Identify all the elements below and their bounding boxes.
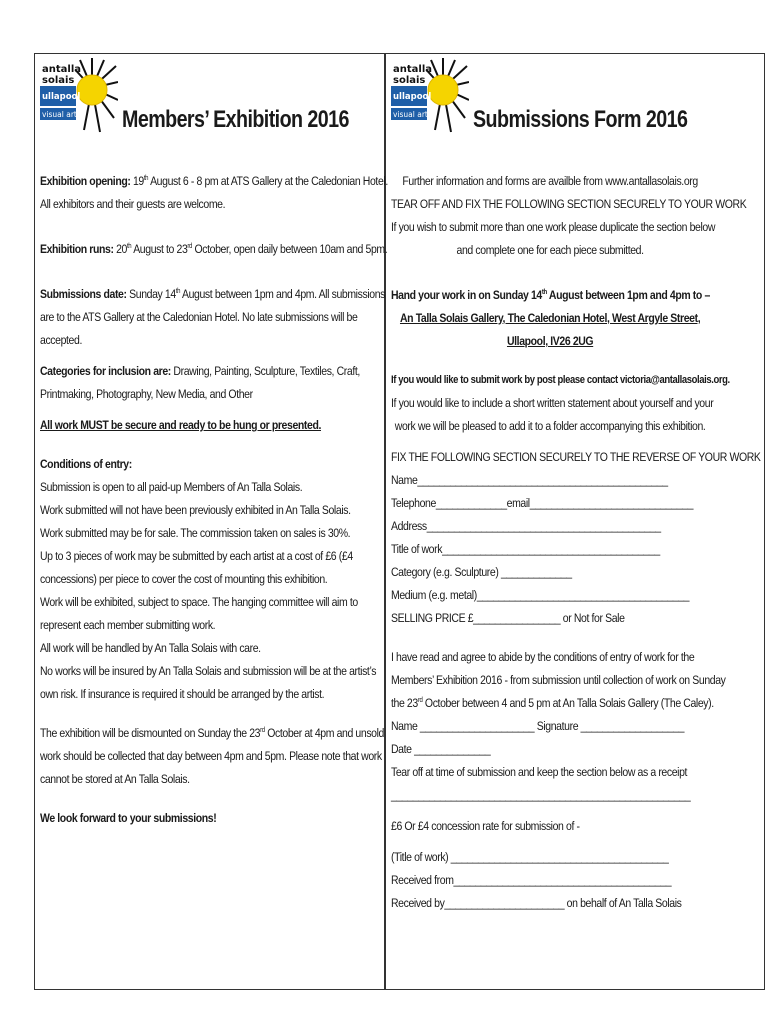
info-line: Further information and forms are availble from www.antallasolais.org <box>402 174 698 188</box>
categories-line2: Printmaking, Photography, New Media, and Other <box>40 387 253 401</box>
must-be-secure-note: All work MUST be secure and ready to be hung or presented. <box>40 418 321 432</box>
submissions-date-line3: accepted. <box>40 333 82 347</box>
gallery-address-line2: Ullapool, IV26 2UG <box>506 334 594 348</box>
condition-line: concessions) per piece to cover the cost of mounting this exhibition. <box>40 572 328 586</box>
condition-line: All work will be handled by An Talla Solais with care. <box>40 641 261 655</box>
receipt-title-field[interactable]: (Title of work) ________________________________________ <box>391 850 669 864</box>
received-from-field[interactable]: Received from________________________________________ <box>391 873 672 887</box>
svg-text:visual arts: visual arts <box>42 110 81 119</box>
received-by-field[interactable]: Received by______________________ on behalf of An Talla Solais <box>391 896 682 910</box>
medium-field[interactable]: Medium (e.g. metal)_______________________________________ <box>391 588 690 602</box>
submissions-form-title: Submissions Form 2016 <box>473 106 688 133</box>
title-of-work-field[interactable]: Title of work________________________________________ <box>391 542 660 556</box>
post-submission-note: If you would like to submit work by post please contact victoria@antallasolais.org. <box>391 374 730 386</box>
name-field[interactable]: Name______________________________________________ <box>391 473 668 487</box>
dismount-note-line2: work should be collected that day between 4pm and 5pm. Please note that work <box>40 749 382 763</box>
statement-line: work we will be pleased to add it to a folder accompanying this exhibition. <box>394 419 706 433</box>
condition-line: Submission is open to all paid-up Members of An Talla Solais. <box>40 480 303 494</box>
hand-in-instructions: Hand your work in on Sunday 14th August between 1pm and 4pm to – <box>391 288 710 302</box>
agreement-line: Members’ Exhibition 2016 - from submission until collection of work on Sunday <box>391 673 726 687</box>
condition-line: Work will be exhibited, subject to space. The hanging committee will aim to <box>40 595 358 609</box>
name-signature-field[interactable]: Name _____________________ Signature ___________________ <box>391 719 685 733</box>
left-header <box>40 56 380 134</box>
tear-off-note: Tear off at time of submission and keep the section below as a receipt <box>391 765 688 779</box>
tear-off-line: _______________________________________________________ <box>391 788 691 802</box>
statement-line: If you would like to include a short written statement about yourself and your <box>391 396 714 410</box>
agreement-line: the 23rd October between 4 and 5 pm at An Talla Solais Gallery (The Caley). <box>391 696 714 710</box>
selling-price-field[interactable]: SELLING PRICE £________________ or Not for Sale <box>391 611 625 625</box>
concession-rate-note: £6 Or £4 concession rate for submission of - <box>391 819 580 833</box>
submissions-date: Submissions date: Sunday 14th August between 1pm and 4pm. All submissions <box>40 287 386 301</box>
agreement-line: I have read and agree to abide by the conditions of entry of work for the <box>391 650 695 664</box>
right-header <box>391 56 761 134</box>
exhibition-runs: Exhibition runs: 20th August to 23rd October, open daily between 10am and 5pm. <box>40 242 388 256</box>
exhibition-opening: Exhibition opening: 19th August 6 - 8 pm at ATS Gallery at the Caledonian Hotel. <box>40 174 388 188</box>
members-exhibition-title: Members’ Exhibition 2016 <box>122 106 349 133</box>
condition-line: own risk. If insurance is required it should be arranged by the artist. <box>40 687 325 701</box>
categories: Categories for inclusion are: Drawing, Painting, Sculpture, Textiles, Craft, <box>40 364 360 378</box>
dismount-note: The exhibition will be dismounted on Sunday the 23rd October at 4pm and unsold <box>40 726 385 740</box>
svg-text:solais: solais <box>393 75 426 86</box>
telephone-email-field[interactable]: Telephone_____________email______________________________ <box>391 496 694 510</box>
info-line: TEAR OFF AND FIX THE FOLLOWING SECTION SECURELY TO YOUR WORK <box>391 197 747 211</box>
date-field[interactable]: Date ______________ <box>391 742 491 756</box>
condition-line: Up to 3 pieces of work may be submitted by each artist at a cost of £6 (£4 <box>40 549 353 563</box>
closing-line: We look forward to your submissions! <box>40 811 217 825</box>
svg-text:antalla: antalla <box>393 64 432 75</box>
submissions-form-column <box>391 56 761 915</box>
column-divider <box>384 53 386 990</box>
info-line: If you wish to submit more than one work please duplicate the section below <box>391 220 716 234</box>
members-exhibition-column <box>40 56 388 830</box>
condition-line: Work submitted may be for sale. The commission taken on sales is 30%. <box>40 526 351 540</box>
fix-section-heading: FIX THE FOLLOWING SECTION SECURELY TO THE REVERSE OF YOUR WORK <box>391 450 761 464</box>
an-talla-solais-logo <box>40 56 118 134</box>
submissions-date-line2: are to the ATS Gallery at the Caledonian Hotel. No late submissions will be <box>40 310 358 324</box>
condition-line: represent each member submitting work. <box>40 618 216 632</box>
svg-text:visual arts: visual arts <box>393 110 432 119</box>
svg-text:ullapool: ullapool <box>393 92 432 102</box>
svg-text:ullapool: ullapool <box>42 92 81 102</box>
gallery-address-line1: An Talla Solais Gallery, The Caledonian Hotel, West Argyle Street, <box>399 311 701 325</box>
category-field[interactable]: Category (e.g. Sculpture) _____________ <box>391 565 572 579</box>
condition-line: Work submitted will not have been previously exhibited in An Talla Solais. <box>40 503 351 517</box>
address-field[interactable]: Address___________________________________________ <box>391 519 661 533</box>
condition-line: No works will be insured by An Talla Solais and submission will be at the artist’s <box>40 664 377 678</box>
exhibition-opening-line2: All exhibitors and their guests are welcome. <box>40 197 226 211</box>
svg-text:solais: solais <box>42 75 75 86</box>
info-line: and complete one for each piece submitted. <box>456 243 644 257</box>
dismount-note-line3: cannot be stored at An Talla Solais. <box>40 772 190 786</box>
conditions-heading: Conditions of entry: <box>40 457 132 471</box>
svg-text:antalla: antalla <box>42 64 81 75</box>
an-talla-solais-logo <box>391 56 469 134</box>
